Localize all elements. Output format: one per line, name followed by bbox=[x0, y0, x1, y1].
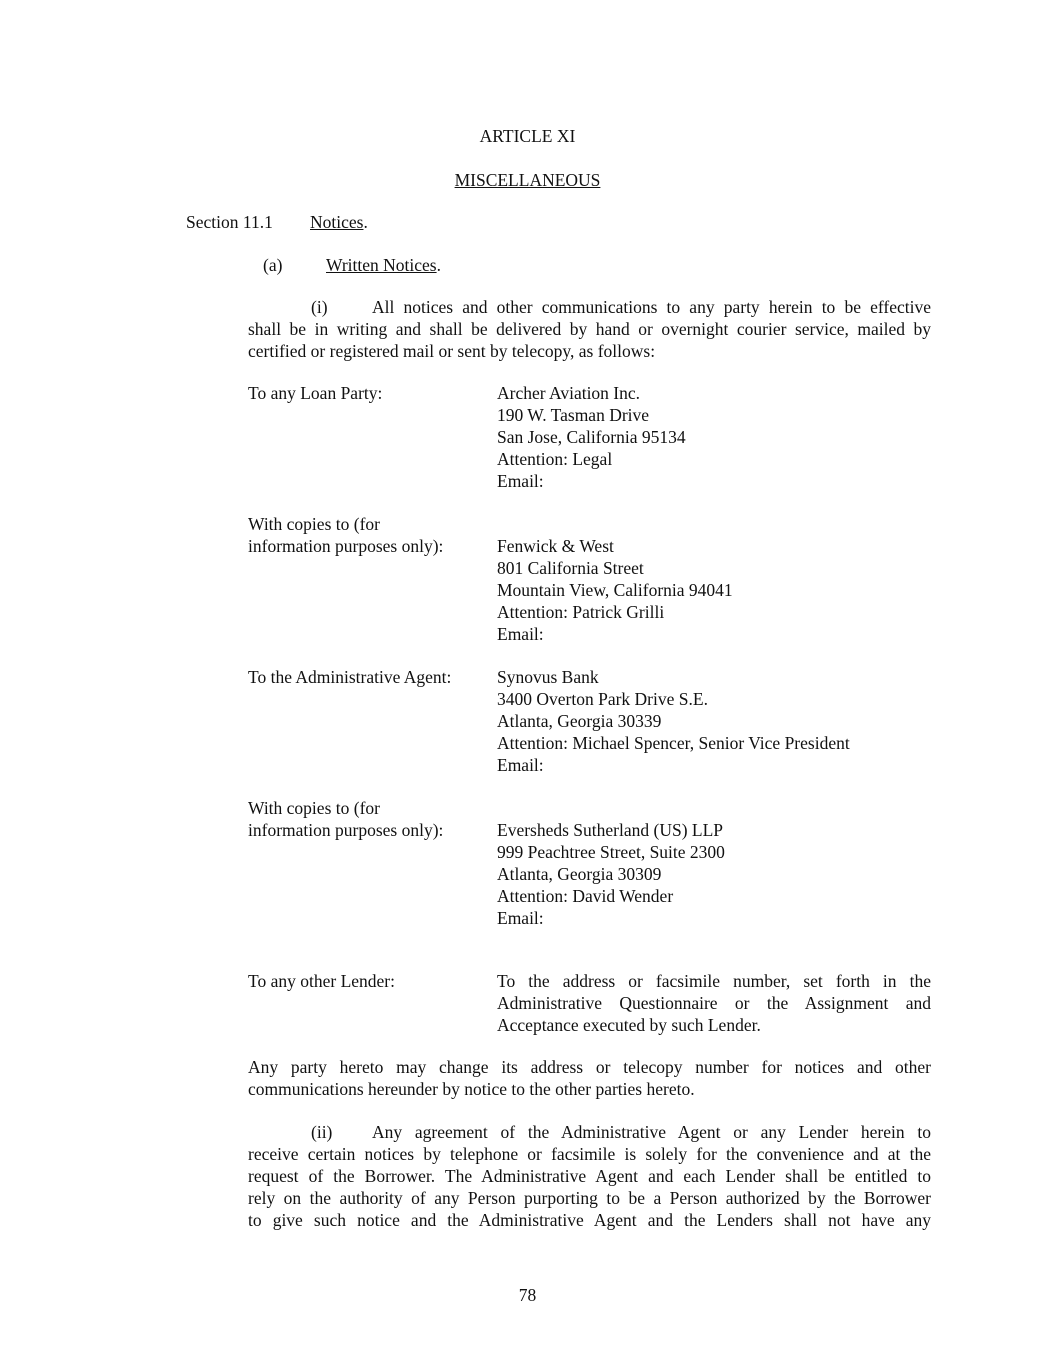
para-ii-line3: request of the Borrower. The Administrative Agent and each Lender shall be entitled to bbox=[248, 1166, 931, 1186]
other-lender-label: To any other Lender: bbox=[248, 971, 395, 991]
copy-label-line: information purposes only): bbox=[248, 820, 444, 840]
change-para-line1: Any party hereto may change its address or telecopy number for notices and other bbox=[248, 1057, 931, 1077]
article-title-text: MISCELLANEOUS bbox=[454, 170, 601, 190]
loan-party-label: To any Loan Party: bbox=[248, 383, 383, 403]
address-line: Email: bbox=[497, 755, 544, 775]
article-title bbox=[0, 169, 1055, 191]
subsection-a-title-suffix: . bbox=[436, 255, 441, 275]
subsection-a-title bbox=[326, 254, 441, 276]
section-title-text: Notices bbox=[310, 212, 364, 232]
loan-party-copy-label bbox=[248, 513, 488, 557]
para-ii-line4: rely on the authority of any Person purporting to be a Person authorized by the Borrower bbox=[248, 1188, 931, 1208]
loan-party-copy-address bbox=[497, 535, 931, 645]
other-lender-line3: Acceptance executed by such Lender. bbox=[497, 1015, 761, 1035]
para-ii-line5: to give such notice and the Administrative Agent and the Lenders shall not have any bbox=[248, 1210, 931, 1230]
loan-party-address bbox=[497, 382, 931, 492]
address-line: Atlanta, Georgia 30309 bbox=[497, 864, 662, 884]
subsection-a-marker: (a) bbox=[263, 255, 283, 275]
address-line: Fenwick & West bbox=[497, 536, 614, 556]
copy-label-line: With copies to (for bbox=[248, 514, 380, 534]
address-line: 999 Peachtree Street, Suite 2300 bbox=[497, 842, 725, 862]
para-ii-line2: receive certain notices by telephone or facsimile is solely for the convenience and at the bbox=[248, 1144, 931, 1164]
other-lender-line2: Administrative Questionnaire or the Assignment and bbox=[497, 993, 931, 1013]
para-i-line1: All notices and other communications to any party herein to be effective bbox=[372, 297, 931, 317]
address-line: Mountain View, California 94041 bbox=[497, 580, 733, 600]
address-line: Atlanta, Georgia 30339 bbox=[497, 711, 662, 731]
other-lender-line1: To the address or facsimile number, set forth in the bbox=[497, 971, 931, 991]
admin-agent-copy-label bbox=[248, 797, 488, 841]
address-line: Email: bbox=[497, 908, 544, 928]
section-title bbox=[310, 211, 368, 233]
address-line: Eversheds Sutherland (US) LLP bbox=[497, 820, 724, 840]
address-line: 190 W. Tasman Drive bbox=[497, 405, 650, 425]
address-line: 801 California Street bbox=[497, 558, 644, 578]
address-line: Archer Aviation Inc. bbox=[497, 383, 641, 403]
copy-label-line: With copies to (for bbox=[248, 798, 380, 818]
address-line: Attention: Legal bbox=[497, 449, 613, 469]
admin-agent-label: To the Administrative Agent: bbox=[248, 667, 452, 687]
para-ii-marker: (ii) bbox=[311, 1122, 333, 1142]
address-line: 3400 Overton Park Drive S.E. bbox=[497, 689, 708, 709]
copy-label-line: information purposes only): bbox=[248, 536, 444, 556]
article-number: ARTICLE XI bbox=[479, 126, 576, 146]
para-i-marker: (i) bbox=[311, 297, 328, 317]
admin-agent-copy-address bbox=[497, 819, 931, 929]
page-number: 78 bbox=[518, 1285, 537, 1305]
address-line: Attention: Michael Spencer, Senior Vice President bbox=[497, 733, 850, 753]
para-ii-line1: Any agreement of the Administrative Agent or any Lender herein to bbox=[372, 1122, 931, 1142]
address-line: Email: bbox=[497, 471, 544, 491]
address-line: Attention: Patrick Grilli bbox=[497, 602, 665, 622]
address-line: Attention: David Wender bbox=[497, 886, 674, 906]
address-line: Synovus Bank bbox=[497, 667, 599, 687]
para-i-line3: certified or registered mail or sent by telecopy, as follows: bbox=[248, 341, 656, 361]
address-line: Email: bbox=[497, 624, 544, 644]
section-title-suffix: . bbox=[363, 212, 368, 232]
para-i-line2: shall be in writing and shall be delivered by hand or overnight courier service, mailed by bbox=[248, 319, 931, 339]
admin-agent-address bbox=[497, 666, 931, 776]
section-number: Section 11.1 bbox=[186, 212, 273, 232]
subsection-a-title-text: Written Notices bbox=[326, 255, 437, 275]
address-line: San Jose, California 95134 bbox=[497, 427, 686, 447]
change-para-line2: communications hereunder by notice to the other parties hereto. bbox=[248, 1079, 695, 1099]
